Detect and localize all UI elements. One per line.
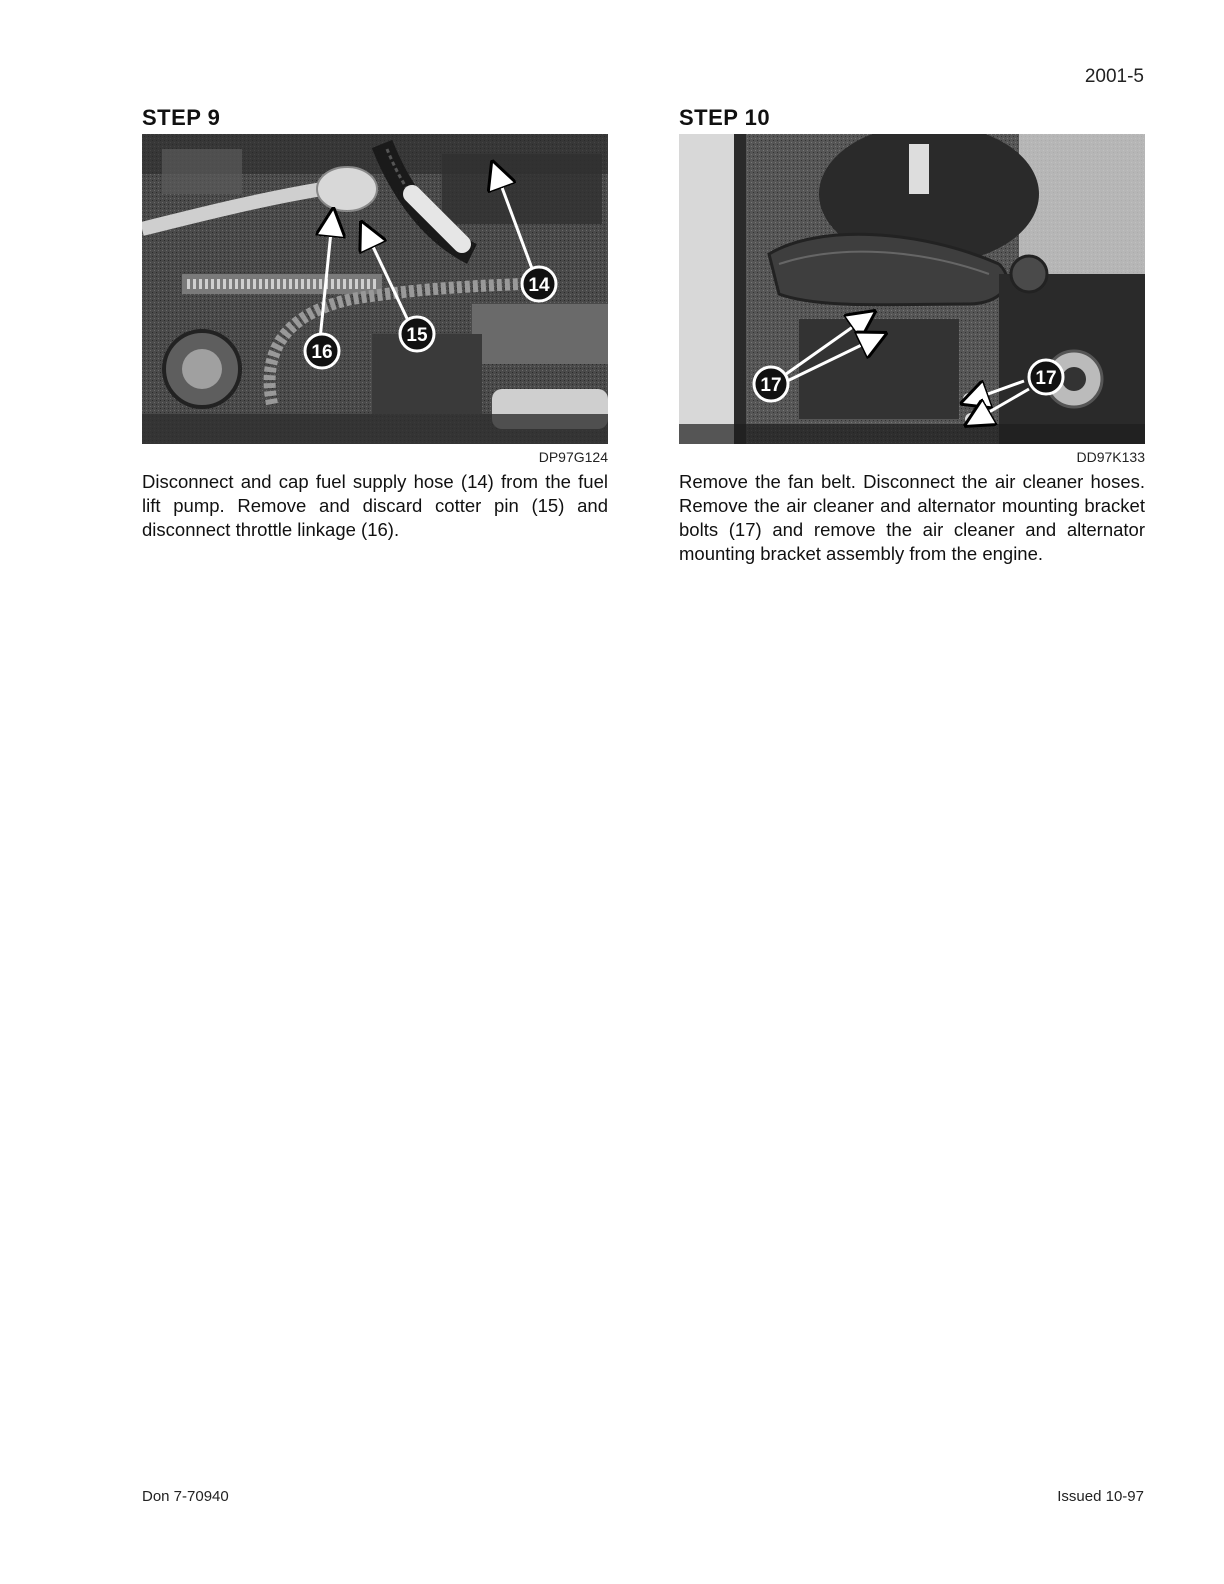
step-instructions: Disconnect and cap fuel supply hose (14) from the fuel lift pump. Remove and discard cotter pin (15) and disconnect throttle linkage (16). bbox=[142, 471, 608, 540]
svg-text:17: 17 bbox=[1035, 368, 1057, 389]
engine-photo-illustration bbox=[142, 134, 608, 444]
engine-photo-illustration bbox=[679, 134, 1145, 444]
engine-photo-fuel-pump bbox=[142, 134, 608, 444]
photo-code: DP97G124 bbox=[538, 449, 608, 465]
callout-16 bbox=[305, 334, 339, 368]
step-10 bbox=[679, 104, 1145, 566]
step-instructions: Remove the fan belt. Disconnect the air cleaner hoses. Remove the air cleaner and alternator mounting bracket bolts (17) and remove the air cleaner and alternator mounting bracket assembly from the engine. bbox=[679, 471, 1145, 564]
callout-17-left bbox=[754, 367, 788, 401]
callout-15 bbox=[400, 317, 434, 351]
step-9 bbox=[142, 104, 608, 542]
svg-text:16: 16 bbox=[311, 342, 333, 363]
page-number: 2001-5 bbox=[1084, 66, 1144, 87]
svg-text:17: 17 bbox=[760, 375, 782, 396]
engine-photo-air-cleaner bbox=[679, 134, 1145, 444]
callout-17-right bbox=[1029, 360, 1063, 394]
svg-text:15: 15 bbox=[406, 325, 428, 346]
issue-date: Issued 10-97 bbox=[1057, 1488, 1144, 1505]
svg-text:14: 14 bbox=[528, 275, 550, 296]
photo-code: DD97K133 bbox=[1076, 449, 1145, 465]
step-heading: STEP 9 bbox=[142, 105, 221, 130]
callout-14 bbox=[522, 267, 556, 301]
step-heading: STEP 10 bbox=[679, 105, 771, 130]
document-number: Don 7-70940 bbox=[142, 1488, 229, 1505]
